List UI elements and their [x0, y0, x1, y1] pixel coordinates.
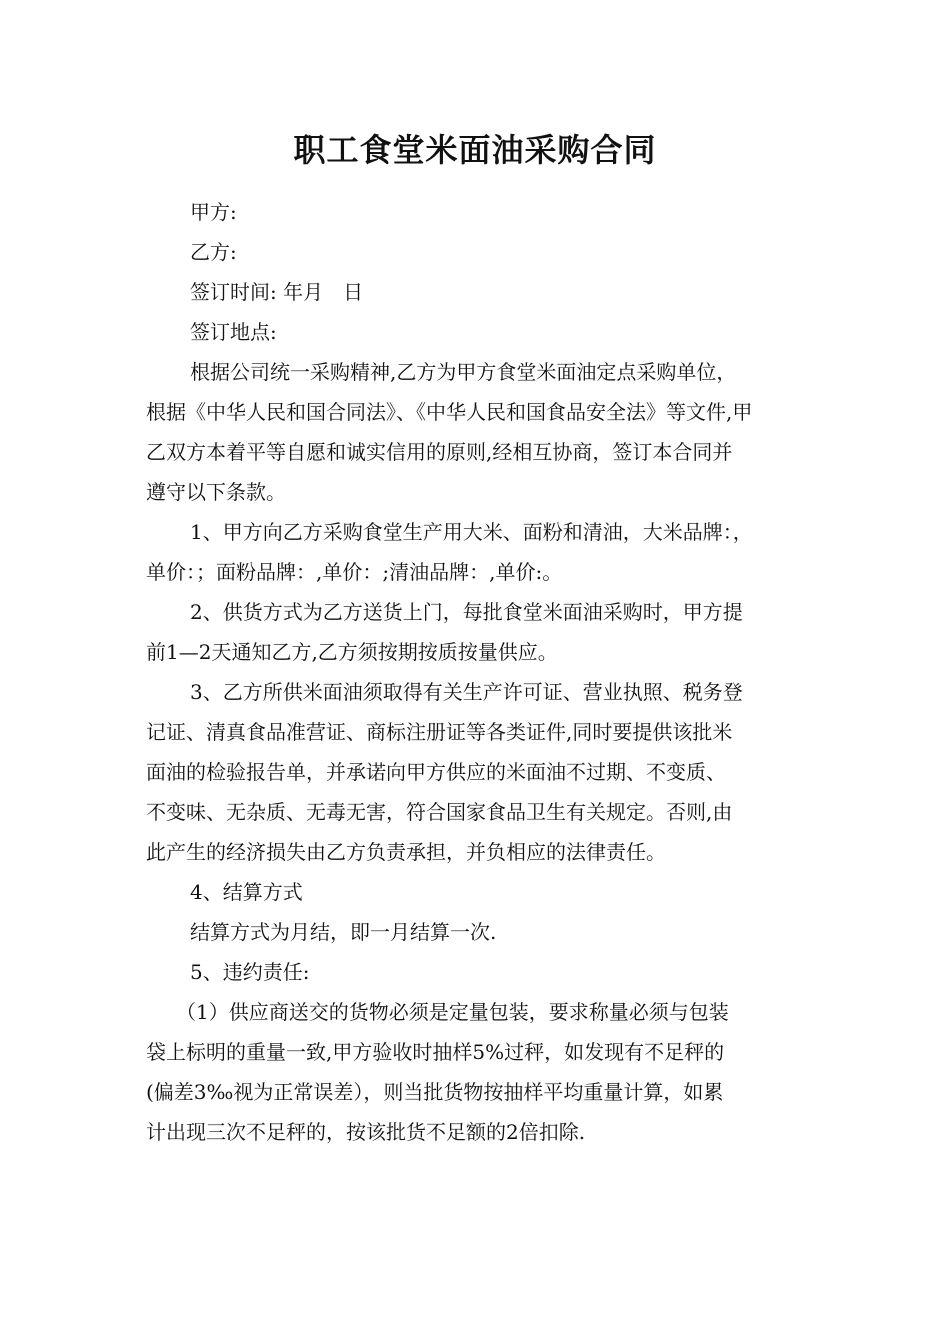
- clause-3-line: 记证、清真食品准营证、商标注册证等各类证件,同时要提供该批米: [146, 720, 733, 744]
- preamble-line: 遵守以下条款。: [146, 480, 286, 504]
- preamble-line: 根据公司统一采购精神,乙方为甲方食堂米面油定点采购单位，: [190, 360, 737, 384]
- clause-3-line: 3、乙方所供米面油须取得有关生产许可证、营业执照、税务登: [190, 680, 743, 704]
- clause-4-heading: 4、结算方式: [190, 880, 303, 904]
- clause-5-1-line: （1）供应商送交的货物必须是定量包装，要求称量必须与包装: [176, 1000, 729, 1024]
- clause-4-line: 结算方式为月结，即一月结算一次.: [190, 920, 497, 944]
- clause-3-line: 不变味、无杂质、无毒无害，符合国家食品卫生有关规定。否则,由: [146, 800, 733, 824]
- party-a-line: 甲方:: [190, 200, 237, 224]
- clause-5-1-line: 计出现三次不足秤的，按该批货不足额的2倍扣除.: [146, 1120, 586, 1144]
- preamble-line: 根据《中华人民和国合同法》、《中华人民和国食品安全法》等文件,甲: [146, 400, 753, 424]
- clause-5-1-line: (偏差3‰视为正常误差），则当批货物按抽样平均重量计算，如累: [146, 1080, 724, 1104]
- clause-1-line: 单价：；面粉品牌：,单价：;清油品牌：,单价:。: [146, 560, 563, 584]
- signing-date-line: 签订时间: 年月 日: [190, 280, 364, 304]
- clause-3-line: 此产生的经济损失由乙方负责承担，并负相应的法律责任。: [146, 840, 666, 864]
- document-title: 职工食堂米面油采购合同: [293, 131, 657, 169]
- preamble-line: 乙双方本着平等自愿和诚实信用的原则,经相互协商，签订本合同并: [146, 440, 733, 464]
- party-b-line: 乙方:: [190, 240, 237, 264]
- signing-place-line: 签订地点:: [190, 320, 277, 344]
- clause-2-line: 2、供货方式为乙方送货上门，每批食堂米面油采购时，甲方提: [190, 600, 743, 624]
- clause-5-heading: 5、违约责任:: [190, 960, 310, 984]
- clause-1-line: 1、甲方向乙方采购食堂生产用大米、面粉和清油，大米品牌：，: [190, 520, 753, 544]
- clause-2-line: 前1—2天通知乙方,乙方须按期按质按量供应。: [146, 640, 558, 664]
- clause-5-1-line: 袋上标明的重量一致,甲方验收时抽样5%过秤，如发现有不足秤的: [146, 1040, 725, 1064]
- document-body: [146, 192, 818, 1152]
- clause-3-line: 面油的检验报告单，并承诺向甲方供应的米面油不过期、不变质、: [146, 760, 726, 784]
